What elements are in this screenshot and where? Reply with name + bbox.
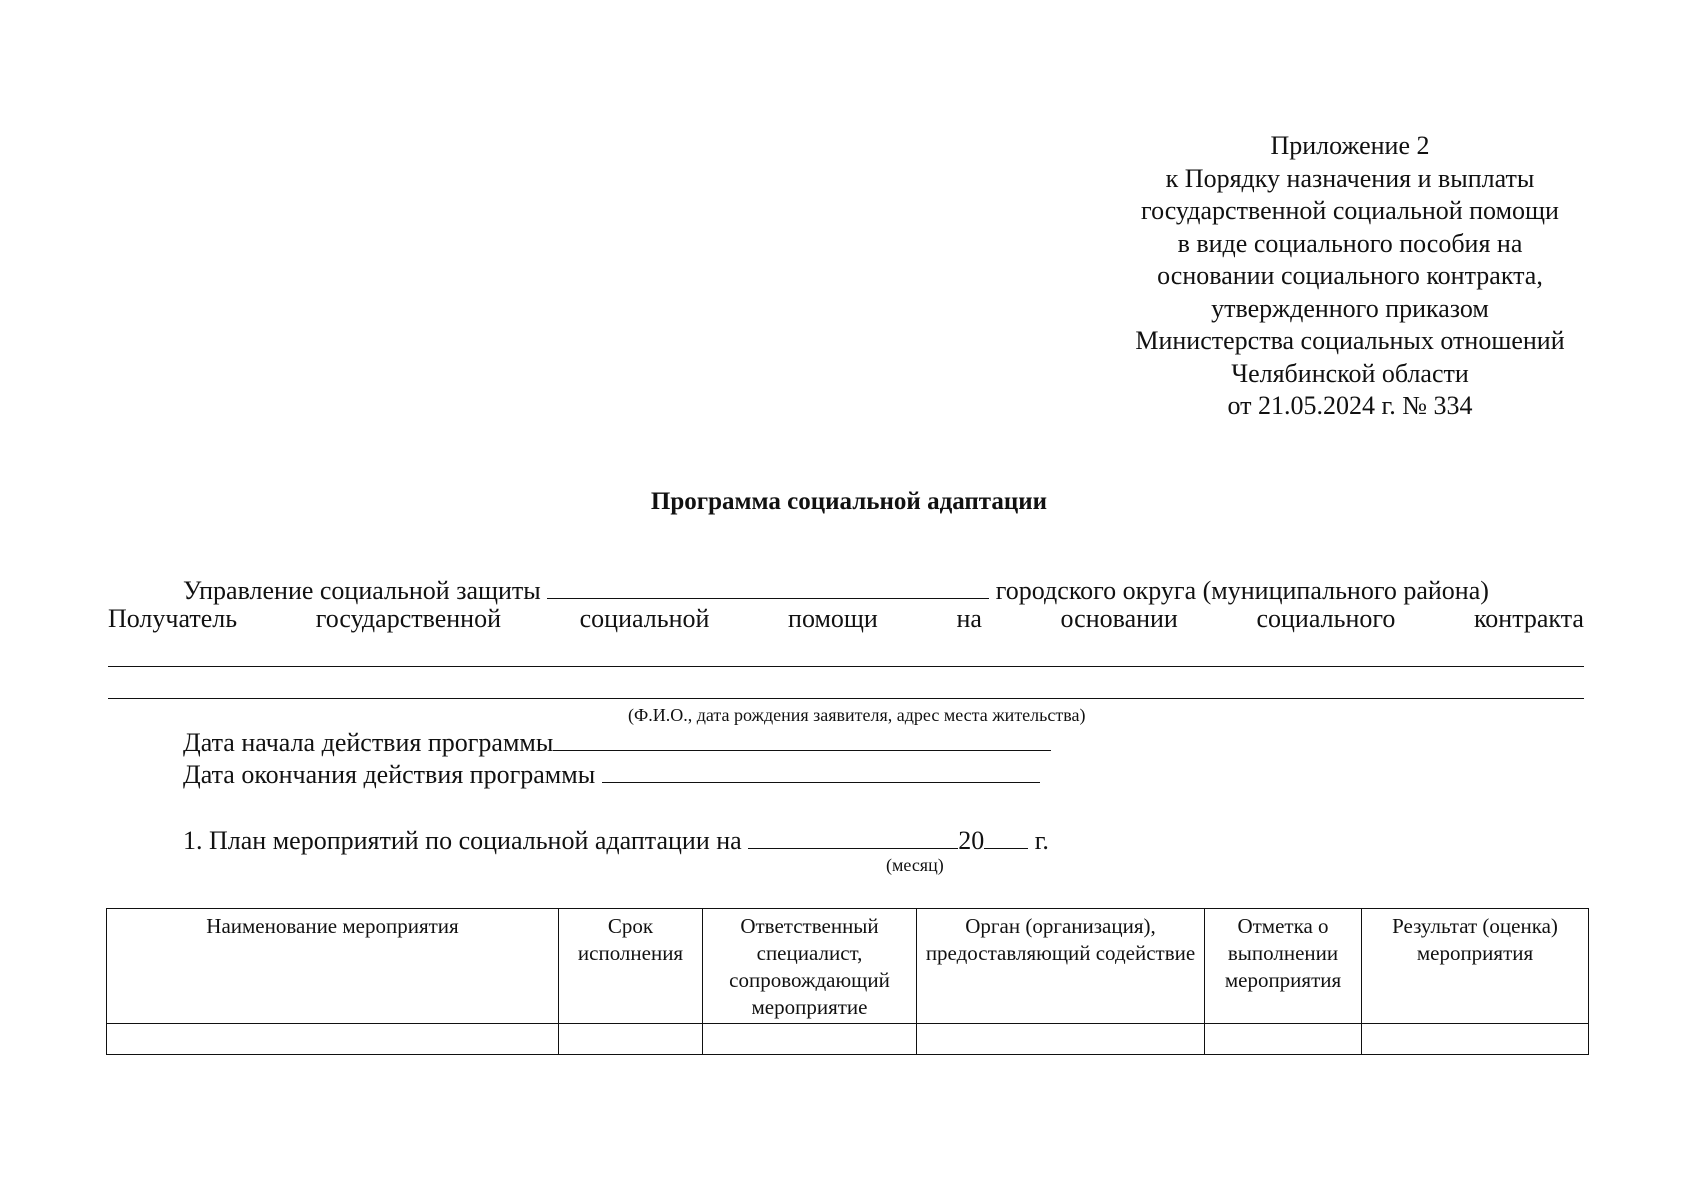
recipient-blank-line-1[interactable] [108,666,1584,667]
appendix-line: в виде социального пособия на [1177,228,1523,258]
uszn-line [183,574,1489,606]
table-cell[interactable] [107,1024,559,1055]
appendix-line: основании социального контракта, [1157,261,1543,290]
month-caption: (месяц) [886,855,944,875]
column-header-completion: Отметка о выполнении мероприятия [1205,909,1362,1024]
plan-heading-text: 1. План мероприятий по социальной адаптации на [183,826,742,855]
uszn-suffix: городского округа (муниципального района) [995,576,1489,605]
recipient-word: социальной [579,604,710,633]
recipient-blank-line-2[interactable] [108,698,1584,699]
appendix-line: от 21.05.2024 г. № 334 [1227,391,1473,420]
column-header-deadline: Срок исполнения [559,909,703,1024]
plan-table [106,908,1589,1055]
appendix-line: Приложение 2 [1270,131,1430,160]
document-title: Программа социальной адаптации [650,488,1048,515]
column-header-result: Результат (оценка) мероприятия [1362,909,1589,1024]
recipient-word: основании [1060,604,1178,633]
recipient-word: контракта [1473,604,1584,633]
end-date-line [183,758,1040,790]
appendix-block [1100,130,1600,423]
start-date-line [183,726,1051,758]
recipient-caption: (Ф.И.О., дата рождения заявителя, адрес места жительства) [628,705,1086,725]
year-suffix: г. [1034,826,1049,855]
appendix-line: государственной социальной помощи [1141,196,1559,225]
table-cell[interactable] [1205,1024,1362,1055]
table-cell[interactable] [1362,1024,1589,1055]
column-header-activity: Наименование мероприятия [107,909,559,1024]
table-header-row [107,909,1589,1024]
recipient-word: государственной [315,604,502,633]
table-cell[interactable] [703,1024,917,1055]
start-date-field[interactable] [553,726,1051,751]
appendix-line: утвержденного приказом [1211,293,1489,323]
recipient-word: Получатель [108,604,238,633]
recipient-word: помощи [788,604,878,633]
end-date-label: Дата окончания действия программы [183,760,596,789]
appendix-line: к Порядку назначения и выплаты [1165,163,1535,193]
column-header-organization: Орган (организация), предоставляющий содействие [917,909,1205,1024]
table-cell[interactable] [917,1024,1205,1055]
appendix-line: Министерства социальных отношений [1135,326,1565,355]
year-field[interactable] [984,824,1028,849]
year-prefix: 20 [958,826,985,855]
column-header-specialist: Ответственный специалист, сопровождающий мероприятие [703,909,917,1024]
recipient-line [108,604,1584,634]
end-date-field[interactable] [602,758,1040,783]
recipient-word: социального [1256,604,1396,633]
recipient-word: на [956,604,982,633]
uszn-prefix: Управление социальной защиты [183,576,541,605]
start-date-label: Дата начала действия программы [183,728,554,757]
table-cell[interactable] [559,1024,703,1055]
appendix-line: Челябинской области [1231,358,1469,388]
month-field[interactable] [748,824,958,849]
plan-heading [183,824,1049,856]
uszn-blank-field[interactable] [547,574,989,599]
table-row [107,1024,1589,1055]
